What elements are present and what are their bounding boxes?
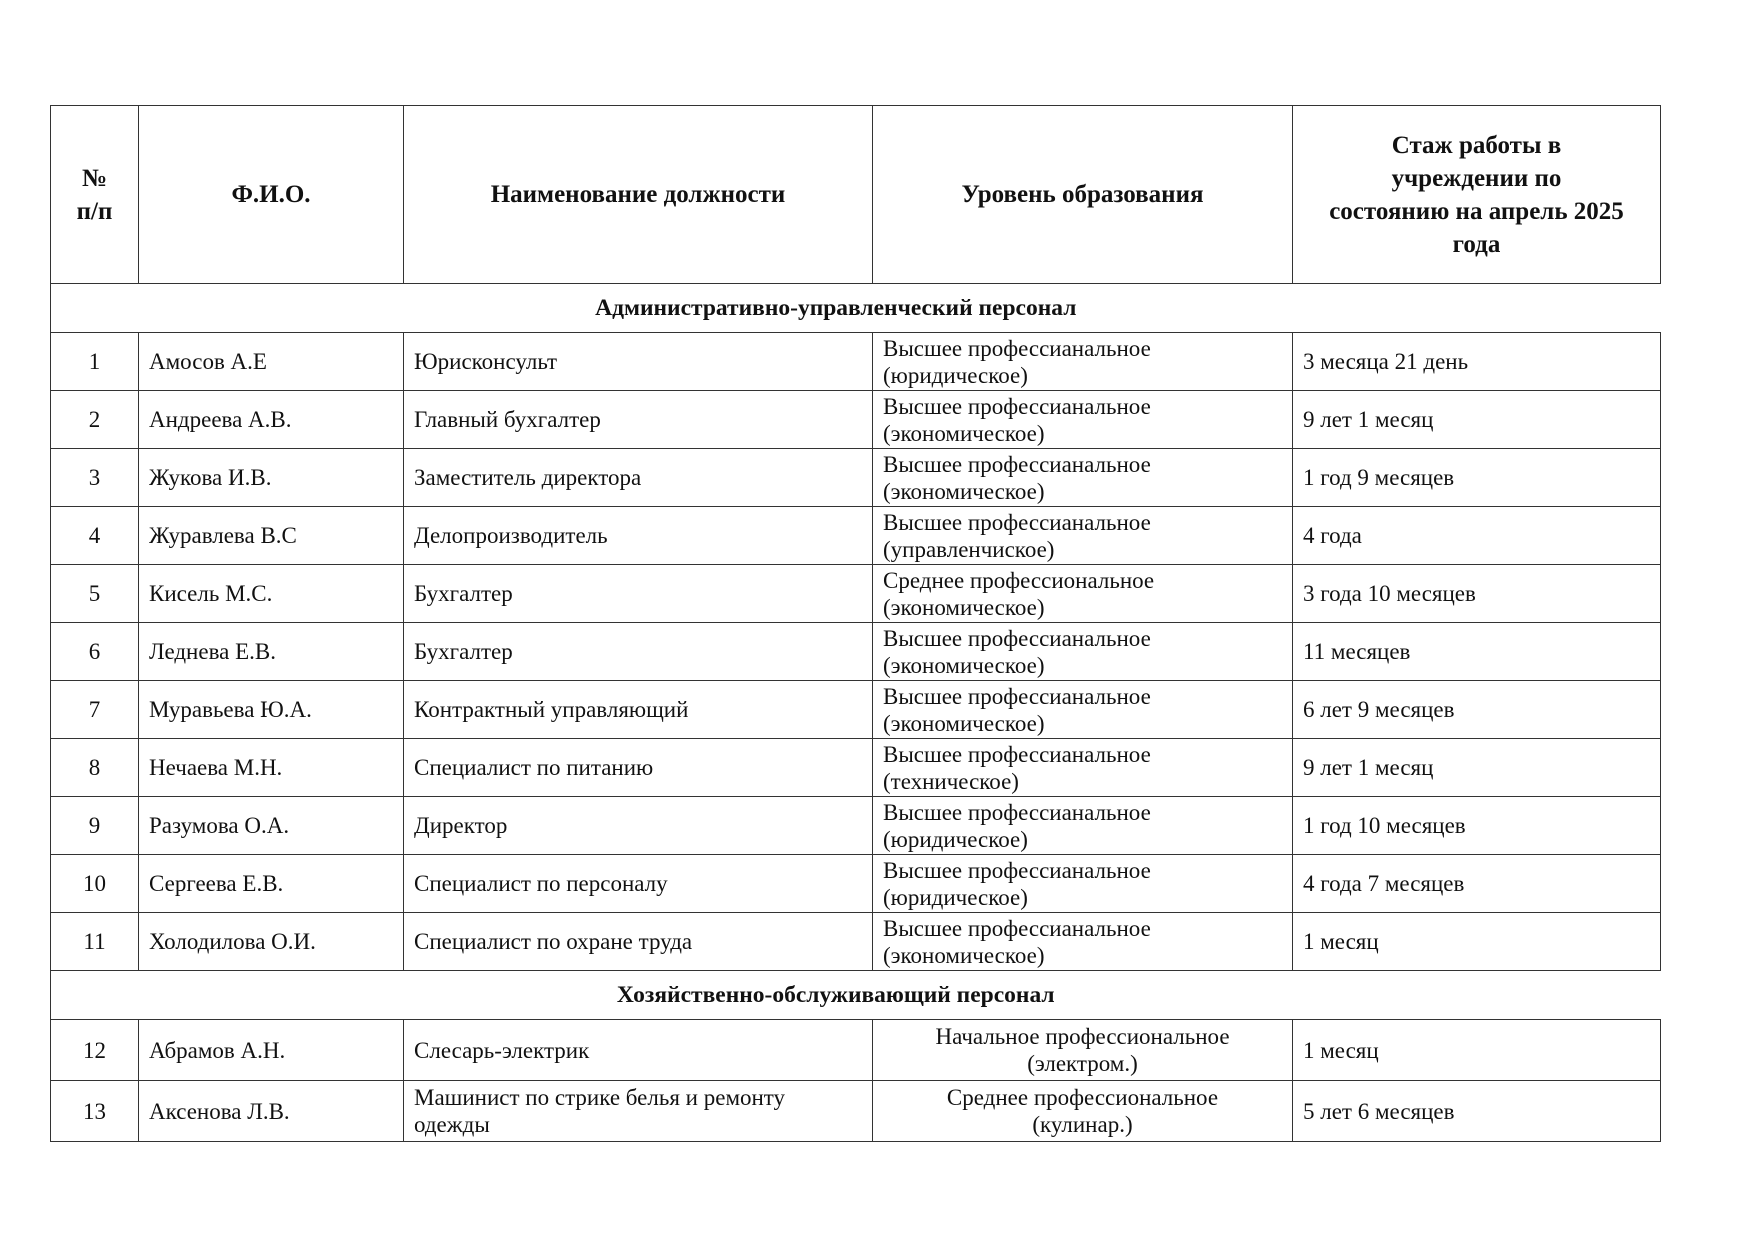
row-education: Высшее профессианальное (экономическое) — [873, 449, 1293, 507]
row-num: 8 — [51, 739, 139, 797]
row-num: 6 — [51, 623, 139, 681]
row-experience: 4 года 7 месяцев — [1293, 855, 1661, 913]
row-position: Бухгалтер — [404, 623, 873, 681]
row-name: Амосов А.Е — [139, 333, 404, 391]
section-title: Административно-управленческий персонал — [51, 284, 1661, 333]
table-row — [51, 797, 1661, 855]
table-row — [51, 1020, 1661, 1081]
row-education: Среднее профессиональное (кулинар.) — [873, 1081, 1293, 1142]
row-position: Машинист по стрике белья и ремонту одежды — [404, 1081, 873, 1142]
row-education: Высшее профессианальное (экономическое) — [873, 623, 1293, 681]
row-name: Муравьева Ю.А. — [139, 681, 404, 739]
row-num: 13 — [51, 1081, 139, 1142]
row-num: 4 — [51, 507, 139, 565]
row-name: Кисель М.С. — [139, 565, 404, 623]
row-name: Аксенова Л.В. — [139, 1081, 404, 1142]
row-name: Нечаева М.Н. — [139, 739, 404, 797]
row-position: Директор — [404, 797, 873, 855]
row-experience: 6 лет 9 месяцев — [1293, 681, 1661, 739]
row-education: Среднее профессиональное (экономическое) — [873, 565, 1293, 623]
table-row — [51, 333, 1661, 391]
table-row — [51, 739, 1661, 797]
row-experience: 5 лет 6 месяцев — [1293, 1081, 1661, 1142]
row-education: Высшее профессианальное (экономическое) — [873, 391, 1293, 449]
row-education: Высшее профессианальное (экономическое) — [873, 681, 1293, 739]
row-name: Разумова О.А. — [139, 797, 404, 855]
row-education: Высшее профессианальное (техническое) — [873, 739, 1293, 797]
table-header-row — [51, 106, 1661, 284]
row-position: Специалист по охране труда — [404, 913, 873, 971]
table-row — [51, 913, 1661, 971]
row-position: Бухгалтер — [404, 565, 873, 623]
table-row — [51, 1081, 1661, 1142]
row-experience: 1 год 9 месяцев — [1293, 449, 1661, 507]
row-name: Жукова И.В. — [139, 449, 404, 507]
row-education: Высшее профессианальное (экономическое) — [873, 913, 1293, 971]
row-experience: 4 года — [1293, 507, 1661, 565]
row-num: 9 — [51, 797, 139, 855]
row-education: Высшее профессианальное (юридическое) — [873, 855, 1293, 913]
header-education: Уровень образования — [873, 106, 1293, 284]
table-row — [51, 449, 1661, 507]
row-experience: 9 лет 1 месяц — [1293, 391, 1661, 449]
row-position: Слесарь-электрик — [404, 1020, 873, 1081]
row-position: Главный бухгалтер — [404, 391, 873, 449]
row-name: Журавлева В.С — [139, 507, 404, 565]
row-education: Высшее профессианальное (управленчиское) — [873, 507, 1293, 565]
row-experience: 3 месяца 21 день — [1293, 333, 1661, 391]
row-num: 3 — [51, 449, 139, 507]
row-num: 7 — [51, 681, 139, 739]
table-row — [51, 855, 1661, 913]
row-education: Высшее профессианальное (юридическое) — [873, 797, 1293, 855]
row-experience: 1 месяц — [1293, 1020, 1661, 1081]
section-title-row — [51, 284, 1661, 333]
row-position: Заместитель директора — [404, 449, 873, 507]
row-position: Контрактный управляющий — [404, 681, 873, 739]
row-position: Юрисконсульт — [404, 333, 873, 391]
table-row — [51, 391, 1661, 449]
row-num: 10 — [51, 855, 139, 913]
document-page — [50, 105, 1660, 1142]
row-num: 2 — [51, 391, 139, 449]
row-experience: 3 года 10 месяцев — [1293, 565, 1661, 623]
row-name: Абрамов А.Н. — [139, 1020, 404, 1081]
row-experience: 1 месяц — [1293, 913, 1661, 971]
table-row — [51, 623, 1661, 681]
header-name: Ф.И.О. — [139, 106, 404, 284]
row-education: Начальное профессиональное (электром.) — [873, 1020, 1293, 1081]
row-num: 1 — [51, 333, 139, 391]
row-position: Специалист по питанию — [404, 739, 873, 797]
row-experience: 1 год 10 месяцев — [1293, 797, 1661, 855]
section-title-row — [51, 971, 1661, 1020]
row-num: 5 — [51, 565, 139, 623]
header-position: Наименование должности — [404, 106, 873, 284]
header-experience: Стаж работы в учреждении по состоянию на апрель 2025 года — [1293, 106, 1661, 284]
row-experience: 11 месяцев — [1293, 623, 1661, 681]
row-education: Высшее профессианальное (юридическое) — [873, 333, 1293, 391]
table-row — [51, 565, 1661, 623]
row-name: Холодилова О.И. — [139, 913, 404, 971]
row-name: Сергеева Е.В. — [139, 855, 404, 913]
table-row — [51, 507, 1661, 565]
row-name: Леднева Е.В. — [139, 623, 404, 681]
row-num: 11 — [51, 913, 139, 971]
row-position: Специалист по персоналу — [404, 855, 873, 913]
row-position: Делопроизводитель — [404, 507, 873, 565]
staff-table — [50, 105, 1661, 1142]
row-name: Андреева А.В. — [139, 391, 404, 449]
row-num: 12 — [51, 1020, 139, 1081]
section-title: Хозяйственно-обслуживающий персонал — [51, 971, 1661, 1020]
row-experience: 9 лет 1 месяц — [1293, 739, 1661, 797]
header-num: № п/п — [51, 106, 139, 284]
table-row — [51, 681, 1661, 739]
